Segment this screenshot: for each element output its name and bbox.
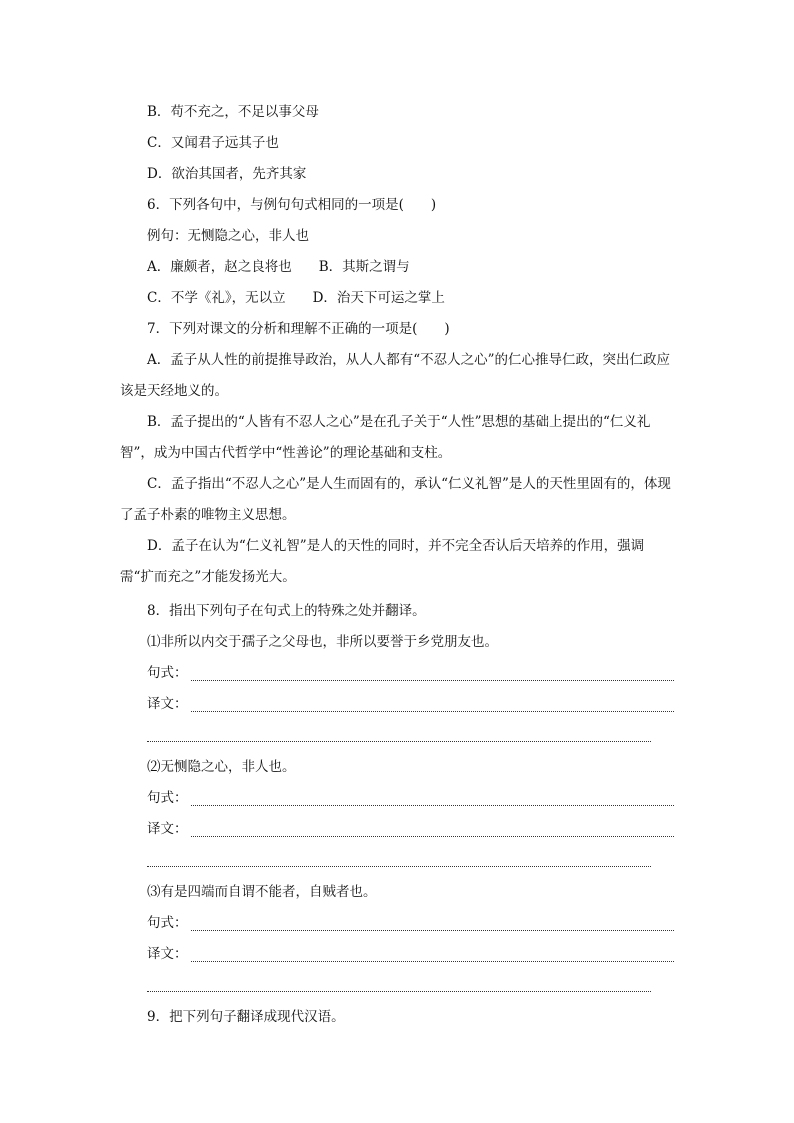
question-6-options-ab: A．廉颇者，赵之良将也 B．其斯之谓与 [147,259,410,275]
question-7-option-c-text: C．孟子指出“不忍人之心”是人生而固有的，承认“仁义礼智”是人的天性里固有的，体现了孟子朴素的唯物主义思想。 [120,476,671,523]
option-d: D．欲治其国者，先齐其家 [147,166,307,182]
question-8-item-1: ⑴非所以内交于孺子之父母也，非所以要誉于乡党朋友也。 [147,634,498,650]
answer-line [191,680,674,681]
question-7-option-d-text: D．孟子在认为“仁义礼智”是人的天性的同时，并不完全否认后天培养的作用，强调需“扩而充之”才能发扬光大。 [120,538,645,585]
translation-label: 译文： [147,821,188,837]
answer-translation-3-continued[interactable] [147,991,651,992]
answer-sentence-form-2[interactable] [147,789,674,807]
translation-label: 译文： [147,946,188,962]
sentence-form-label: 句式： [147,915,188,931]
option-c: C．又闻君子远其子也 [147,135,279,151]
answer-line [191,805,674,806]
question-7-option-d [120,531,676,593]
question-7-option-b [120,407,676,469]
question-9: 9．把下列句子翻译成现代汉语。 [147,1009,345,1025]
answer-line [191,836,674,837]
option-b: B．苟不充之，不足以事父母 [147,104,319,120]
answer-sentence-form-3[interactable] [147,914,674,932]
answer-translation-2[interactable] [147,820,674,838]
question-7-option-a-text: A．孟子从人性的前提推导政治，从人人都有“不忍人之心”的仁心推导仁政，突出仁政应该是天经地义的。 [120,352,671,399]
sentence-form-label: 句式： [147,790,188,806]
translation-label: 译文： [147,696,188,712]
answer-translation-1[interactable] [147,695,674,713]
question-6-example: 例句：无恻隐之心，非人也 [147,228,309,244]
question-7-option-a [120,345,676,407]
sentence-form-label: 句式： [147,665,188,681]
question-8-item-2: ⑵无恻隐之心，非人也。 [147,759,296,775]
answer-translation-3[interactable] [147,945,674,963]
question-6: 6．下列各句中，与例句句式相同的一项是( ) [147,197,437,213]
answer-sentence-form-1[interactable] [147,664,674,682]
answer-line [191,711,674,712]
question-8-item-3: ⑶有是四端而自谓不能者，自贼者也。 [147,884,377,900]
question-7: 7．下列对课文的分析和理解不正确的一项是( ) [147,321,450,337]
answer-line [191,930,674,931]
question-7-option-c [120,469,676,531]
question-6-options-cd: C．不学《礼》，无以立 D．治天下可运之掌上 [147,290,445,306]
answer-translation-2-continued[interactable] [147,866,651,867]
answer-translation-1-continued[interactable] [147,741,651,742]
answer-line [191,961,674,962]
question-7-option-b-text: B．孟子提出的“人皆有不忍人之心”是在孔子关于“人性”思想的基础上提出的“仁义礼智”，成为中国古代哲学中“性善论”的理论基础和支柱。 [120,414,651,461]
question-8: 8．指出下列句子在句式上的特殊之处并翻译。 [147,603,426,619]
